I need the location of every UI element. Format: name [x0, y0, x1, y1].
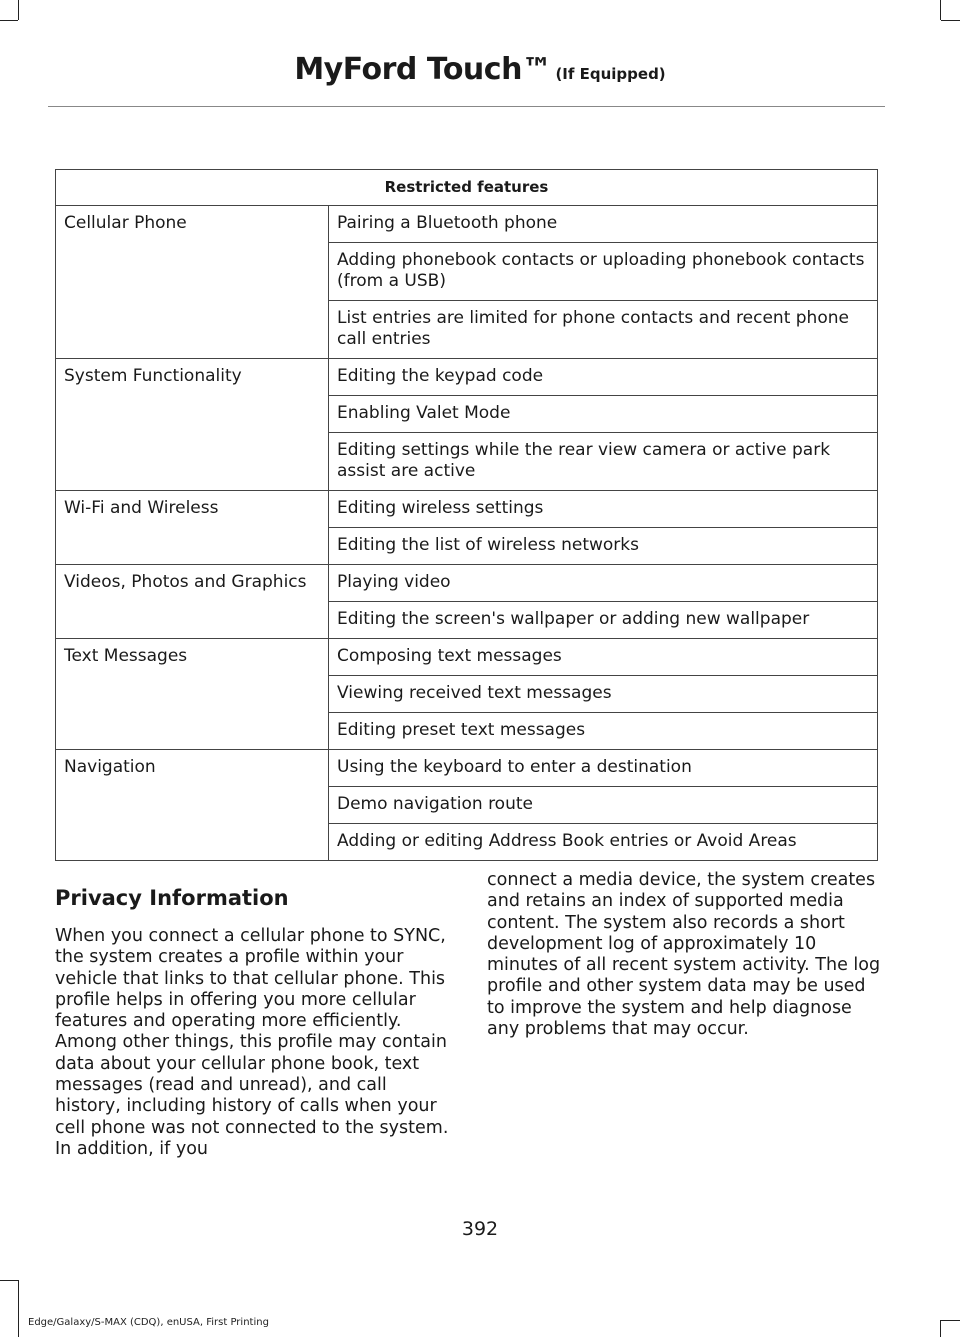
feature-cell: Editing preset text messages [329, 713, 878, 750]
feature-cell: Editing settings while the rear view camera or active park assist are active [329, 433, 878, 491]
feature-cell: Using the keyboard to enter a destination [329, 750, 878, 787]
feature-cell: Demo navigation route [329, 787, 878, 824]
category-cell: Cellular Phone [56, 206, 329, 359]
table-body [56, 206, 878, 861]
crop-mark [18, 1280, 19, 1337]
page-header [0, 52, 960, 87]
header-subtitle: (If Equipped) [555, 65, 666, 83]
table-row [56, 565, 878, 602]
crop-mark [941, 1320, 960, 1321]
table-row [56, 491, 878, 528]
footer-text: Edge/Galaxy/S-MAX (CDQ), enUSA, First Printing [28, 1317, 269, 1328]
crop-mark [0, 20, 18, 21]
table-row [56, 359, 878, 396]
crop-mark [0, 1280, 18, 1281]
privacy-text-right: connect a media device, the system creates and retains an index of supported media content. The system also records a short development log of approximately 10 minutes of all recent system activity. The log profile and other system data may be used to improve the system and help diagnose any problems that may occur. [487, 870, 881, 1040]
feature-cell: Editing the list of wireless networks [329, 528, 878, 565]
category-cell: Text Messages [56, 639, 329, 750]
crop-mark [941, 20, 960, 21]
feature-cell: Playing video [329, 565, 878, 602]
category-cell: Videos, Photos and Graphics [56, 565, 329, 639]
privacy-right-column [487, 870, 881, 1040]
table-row [56, 206, 878, 243]
feature-cell: Adding or editing Address Book entries or Avoid Areas [329, 824, 878, 861]
crop-mark [940, 0, 941, 20]
restricted-features-table [55, 169, 878, 861]
header-title: MyFord Touch™ [294, 52, 552, 87]
feature-cell: Adding phonebook contacts or uploading phonebook contacts (from a USB) [329, 243, 878, 301]
privacy-text-left: When you connect a cellular phone to SYNC, the system creates a profile within your vehicle that links to that cellular phone. This profile helps in offering you more cellular features and operating more efficiently. Among other things, this profile may contain data about your cellular phone book, text messages (read and unread), and call history, including history of calls when your cell phone was not connected to the system. In addition, if you [55, 926, 449, 1159]
feature-cell: Viewing received text messages [329, 676, 878, 713]
feature-cell: Enabling Valet Mode [329, 396, 878, 433]
feature-cell: Editing wireless settings [329, 491, 878, 528]
category-cell: Wi-Fi and Wireless [56, 491, 329, 565]
crop-mark [940, 1320, 941, 1337]
feature-cell: Pairing a Bluetooth phone [329, 206, 878, 243]
feature-cell: List entries are limited for phone contacts and recent phone call entries [329, 301, 878, 359]
table-heading: Restricted features [56, 170, 878, 206]
crop-mark [18, 0, 19, 20]
header-rule [48, 106, 885, 107]
table-row [56, 750, 878, 787]
category-cell: System Functionality [56, 359, 329, 491]
feature-cell: Editing the keypad code [329, 359, 878, 396]
category-cell: Navigation [56, 750, 329, 861]
feature-cell: Editing the screen's wallpaper or adding new wallpaper [329, 602, 878, 639]
page-number: 392 [461, 1218, 499, 1240]
privacy-left-column [55, 884, 449, 1160]
table-row [56, 639, 878, 676]
privacy-heading: Privacy Information [55, 886, 289, 910]
feature-cell: Composing text messages [329, 639, 878, 676]
